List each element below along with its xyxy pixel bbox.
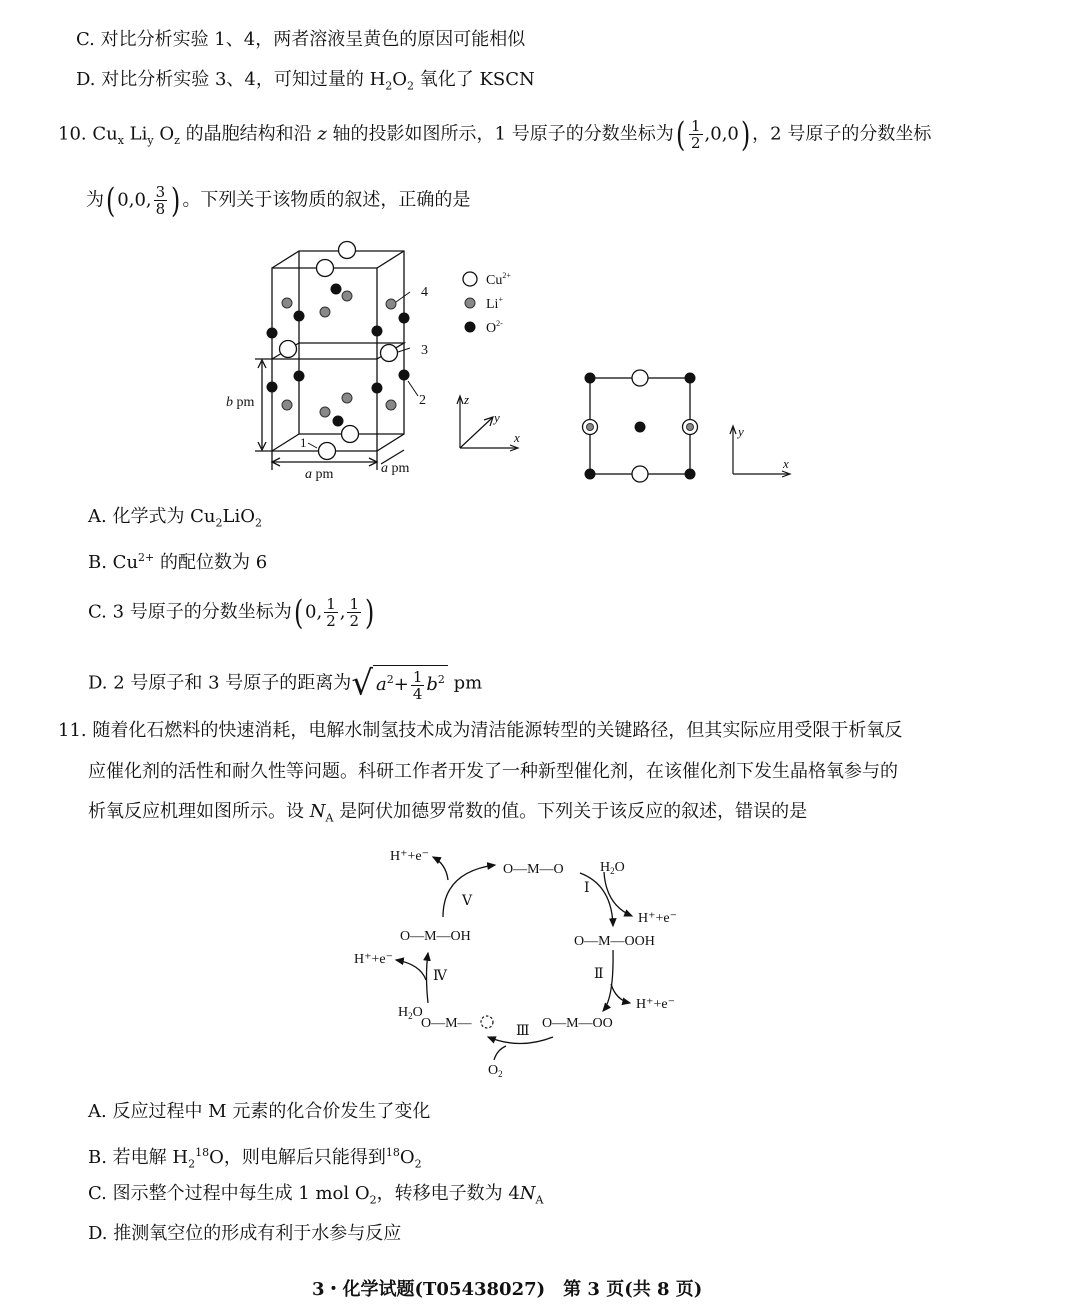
species-o-m-vacancy: O—M—: [421, 1016, 472, 1031]
svg-text:H2O: $H_2O$: [398, 1005, 423, 1021]
q10-option-c: C. 3 号原子的分数坐标为( 0, $\frac{1}{2}$ , $\frac{1}{2}$ ): [88, 592, 375, 633]
svg-text:y: y: [738, 424, 744, 439]
q10-stem-line1: 10. $Cu_x$ $Li_y$ $O_z$ 的晶胞结构和沿 z 轴的投影如图所示，1 号原子的分数坐标为( $\frac{1}{2}$ ,0,0) ，2 号原子的分数坐标: [58, 114, 932, 155]
proton-electron-label: H⁺+e⁻: [390, 849, 429, 864]
page-footer: 3・化学试题(T05438027) 第 3 页(共 8 页): [312, 1279, 703, 1300]
atom-label-1: 1: [300, 435, 307, 450]
svg-text:H⁺+e⁻: H⁺+e⁻: [354, 952, 393, 967]
svg-text:H2O: $H_2O$: [600, 860, 625, 876]
svg-text:H⁺+e⁻: H⁺+e⁻: [638, 911, 677, 926]
svg-text:y: y: [494, 410, 500, 425]
q10-option-a: A. 化学式为 $Cu_2LiO_2$: [88, 506, 262, 530]
svg-text:x: x: [783, 456, 789, 471]
step-1: Ⅰ: [584, 881, 590, 896]
o-ions: [267, 284, 410, 427]
q11-option-d: D. 推测氧空位的形成有利于水参与反应: [88, 1223, 402, 1244]
svg-text:z: z: [464, 392, 470, 407]
q11-option-b: B. 若电解 $H_2^{18}O$，则电解后只能得到$^{18}O_2$: [88, 1146, 422, 1171]
svg-text:x: x: [514, 430, 520, 445]
species-o-m-oo: O—M—OO: [542, 1016, 613, 1031]
legend: [463, 271, 511, 336]
step-3: Ⅲ: [516, 1024, 530, 1039]
oxygen-vacancy-icon: [481, 1016, 493, 1028]
unit-cell-box: [255, 251, 404, 470]
svg-text:Li+: Li+: [486, 295, 503, 312]
step-5: Ⅴ: [462, 894, 473, 909]
q10-option-d: D. 2 号原子和 3 号原子的距离为√ $a^2+$ $\frac{1}{4}$ $b^2$ pm: [88, 663, 483, 704]
axes-3d: [457, 396, 518, 451]
q11-stem-line3: 析氧反应机理如图所示。设 $N_A$ 是阿伏加德罗常数的值。下列关于该反应的叙述，错误的是: [88, 801, 808, 825]
dimension-a2-label: a pm: [381, 461, 410, 476]
atom-pointers: [308, 292, 418, 448]
q11-option-c: C. 图示整个过程中每生成 1 mol $O_2$，转移电子数为 $4N_A$: [88, 1183, 544, 1207]
q11-option-a: A. 反应过程中 M 元素的化合价发生了变化: [88, 1101, 431, 1122]
species-o-m-oh: O—M—OH: [400, 929, 471, 944]
species-o-m-o: O—M—O: [503, 862, 564, 877]
species-o-m-ooh: O—M—OOH: [574, 934, 655, 949]
reaction-arrows: [396, 857, 632, 1060]
svg-text:H⁺+e⁻: H⁺+e⁻: [636, 997, 675, 1012]
svg-text:O2: $O_2$: [488, 1063, 503, 1079]
li-ions: [282, 291, 396, 417]
svg-text:O2-: $O^{2-}$: [486, 319, 503, 336]
step-4: Ⅳ: [433, 969, 447, 984]
atom-label-4: 4: [421, 285, 428, 300]
q11-stem-line1: 11. 随着化石燃料的快速消耗，电解水制氢技术成为清洁能源转型的关键路径，但其实际应用受限于析氧反: [58, 720, 903, 741]
z-projection: [583, 370, 698, 482]
atom-label-2: 2: [419, 393, 426, 408]
atom-label-3: 3: [421, 343, 428, 358]
q11-stem-line2: 应催化剂的活性和耐久性等问题。科研工作者开发了一种新型催化剂，在该催化剂下发生晶格氧参与的: [88, 761, 898, 782]
q9-option-c: C. 对比分析实验 1、4，两者溶液呈黄色的原因可能相似: [76, 29, 526, 50]
cu-ions: [280, 242, 398, 460]
axes-2d: [730, 426, 790, 477]
step-2: Ⅱ: [594, 967, 604, 982]
q9-option-d: D. 对比分析实验 3、4，可知过量的 $H_2O_2$ 氧化了 KSCN: [76, 69, 535, 93]
dimension-b-label: b pm: [226, 395, 255, 410]
dimension-a-label: a pm: [305, 467, 334, 482]
q10-option-b: B. $Cu^{2+}$ 的配位数为 6: [88, 551, 268, 573]
svg-text:Cu2+: $Cu^{2+}$: [486, 271, 511, 288]
q10-stem-line2: 为( 0,0, $\frac{3}{8}$ ) 。下列关于该物质的叙述，正确的是: [86, 180, 471, 221]
